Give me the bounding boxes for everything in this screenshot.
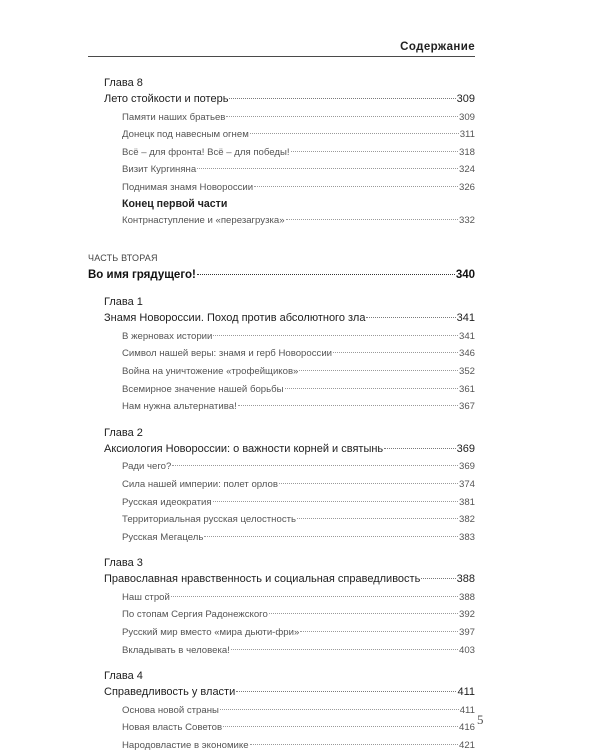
toc-section-entry[interactable] <box>88 328 475 346</box>
entry-title: Во имя грядущего! <box>88 269 196 282</box>
entry-title: Вкладывать в человека! <box>122 644 230 656</box>
entry-page: 341 <box>458 330 475 342</box>
toc-section-entry[interactable] <box>88 642 475 660</box>
part-label: ЧАСТЬ ВТОРАЯ <box>88 253 158 264</box>
toc-section-entry[interactable] <box>88 212 475 230</box>
entry-page: 397 <box>458 627 475 639</box>
dot-leader <box>291 151 458 152</box>
dot-leader <box>238 405 458 406</box>
dot-leader <box>171 596 458 597</box>
dot-leader <box>254 186 458 187</box>
entry-page: 382 <box>458 514 475 526</box>
toc-section-entry[interactable] <box>88 381 475 399</box>
dot-leader <box>223 726 458 727</box>
dot-leader <box>250 133 459 134</box>
entry-page: 383 <box>458 531 475 543</box>
toc-chapter-entry[interactable] <box>88 91 475 109</box>
entry-title: Православная нравственность и социальная справедливость <box>104 573 421 586</box>
entry-title: Всё – для фронта! Всё – для победы! <box>122 146 290 158</box>
dot-leader <box>197 168 458 169</box>
entry-page: 311 <box>459 129 475 141</box>
entry-page: 388 <box>458 591 475 603</box>
entry-title: В жерновах истории <box>122 330 213 342</box>
toc-section-entry[interactable] <box>88 363 475 381</box>
entry-page: 340 <box>455 269 475 282</box>
entry-page: 309 <box>456 93 475 105</box>
chapter-label: Глава 3 <box>104 557 143 570</box>
entry-page: 332 <box>458 214 475 226</box>
toc-section-entry[interactable] <box>88 529 475 547</box>
toc-section-entry[interactable] <box>88 345 475 363</box>
toc-chapter-entry[interactable] <box>88 571 475 589</box>
entry-title: Аксиология Новороссии: о важности корней и святынь <box>104 442 384 455</box>
entry-page: 369 <box>456 442 475 455</box>
chapter-label: Глава 4 <box>104 670 143 683</box>
page-header <box>88 36 475 57</box>
entry-page: 381 <box>458 496 475 508</box>
entry-page: 388 <box>456 573 475 586</box>
entry-title: Визит Кургиняна <box>122 164 197 176</box>
toc-section-entry[interactable] <box>88 702 475 720</box>
entry-title: По стопам Сергия Радонежского <box>122 609 268 621</box>
entry-title: Символ нашей веры: знамя и герб Новороссии <box>122 348 333 360</box>
entry-page: 326 <box>458 181 475 193</box>
entry-page: 346 <box>458 348 475 360</box>
entry-title: Русская идеократия <box>122 496 212 508</box>
entry-page: 367 <box>458 401 475 413</box>
toc-section-entry[interactable] <box>88 719 475 737</box>
entry-title: Знамя Новороссии. Поход против абсолютного зла <box>104 312 366 325</box>
entry-title: Основа новой страны <box>122 704 219 716</box>
entry-page: 411 <box>459 704 475 716</box>
entry-title: Донецк под навесным огнем <box>122 129 249 141</box>
toc-section-entry[interactable] <box>88 737 475 755</box>
entry-title: Наш строй <box>122 591 170 603</box>
dot-leader <box>279 483 458 484</box>
dot-leader <box>333 352 458 353</box>
entry-title: Нам нужна альтернатива! <box>122 401 237 413</box>
entry-page: 361 <box>458 383 475 395</box>
toc-section-entry[interactable] <box>88 606 475 624</box>
entry-page: 416 <box>458 722 475 734</box>
toc-part-entry[interactable] <box>88 265 475 285</box>
dot-leader <box>297 518 458 519</box>
entry-title: Новая власть Советов <box>122 722 223 734</box>
entry-title: Ради чего? <box>122 461 172 473</box>
entry-title: Поднимая знамя Новороссии <box>122 181 254 193</box>
toc-section-entry[interactable] <box>88 161 475 179</box>
dot-leader <box>300 631 458 632</box>
toc-section-entry[interactable] <box>88 624 475 642</box>
header-title: Содержание <box>400 41 475 53</box>
toc-section-entry[interactable] <box>88 494 475 512</box>
dot-leader <box>220 709 459 710</box>
dot-leader <box>229 98 455 99</box>
entry-page: 309 <box>458 111 475 123</box>
dot-leader <box>226 116 458 117</box>
entry-title: Памяти наших братьев <box>122 111 226 123</box>
dot-leader <box>172 465 458 466</box>
entry-page: 421 <box>458 740 475 752</box>
chapter-label: Глава 1 <box>104 296 143 309</box>
dot-leader <box>213 335 458 336</box>
entry-page: 392 <box>458 609 475 621</box>
toc-section-entry[interactable] <box>88 179 475 197</box>
entry-title: Справедливость у власти <box>104 686 236 699</box>
entry-page: 352 <box>458 365 475 377</box>
entry-page: 403 <box>458 644 475 656</box>
dot-leader <box>236 691 456 692</box>
toc-section-entry[interactable] <box>88 589 475 607</box>
section-subheading: Конец первой части <box>122 197 228 210</box>
entry-title: Русский мир вместо «мира дьюти-фри» <box>122 627 300 639</box>
toc-section-entry[interactable] <box>88 476 475 494</box>
dot-leader <box>231 649 458 650</box>
entry-title: Народовластие в экономике <box>122 740 249 752</box>
toc-section-entry[interactable] <box>88 144 475 162</box>
dot-leader <box>204 536 458 537</box>
toc-section-entry[interactable] <box>88 398 475 416</box>
dot-leader <box>269 613 458 614</box>
entry-title: Лето стойкости и потерь <box>104 93 229 105</box>
dot-leader <box>366 317 455 318</box>
entry-title: Всемирное значение нашей борьбы <box>122 383 284 395</box>
page-number: 5 <box>477 712 484 727</box>
dot-leader <box>421 578 455 579</box>
dot-leader <box>384 448 455 449</box>
dot-leader <box>197 274 455 275</box>
toc-section-entry[interactable] <box>88 126 475 144</box>
entry-page: 411 <box>457 686 475 699</box>
toc-chapter-entry[interactable] <box>88 441 475 459</box>
chapter-label: Глава 2 <box>104 426 143 439</box>
dot-leader <box>286 219 458 220</box>
entry-title: Сила нашей империи: полет орлов <box>122 478 278 490</box>
entry-title: Русская Мегацель <box>122 531 204 543</box>
toc-section-entry[interactable] <box>88 511 475 529</box>
entry-page: 324 <box>458 164 475 176</box>
dot-leader <box>250 744 458 745</box>
dot-leader <box>299 370 458 371</box>
toc-section-entry[interactable] <box>88 458 475 476</box>
entry-title: Контрнаступление и «перезагрузка» <box>122 214 285 226</box>
dot-leader <box>213 501 458 502</box>
toc-chapter-entry[interactable] <box>88 310 475 328</box>
toc-chapter-entry[interactable] <box>88 684 475 702</box>
entry-page: 318 <box>458 146 475 158</box>
table-of-contents <box>88 76 475 755</box>
entry-title: Территориальная русская целостность <box>122 514 297 526</box>
entry-title: Война на уничтожение «трофейщиков» <box>122 365 299 377</box>
entry-page: 374 <box>458 478 475 490</box>
dot-leader <box>285 388 458 389</box>
entry-page: 369 <box>458 461 475 473</box>
toc-section-entry[interactable] <box>88 109 475 127</box>
entry-page: 341 <box>456 312 475 325</box>
chapter-label: Глава 8 <box>104 77 143 89</box>
